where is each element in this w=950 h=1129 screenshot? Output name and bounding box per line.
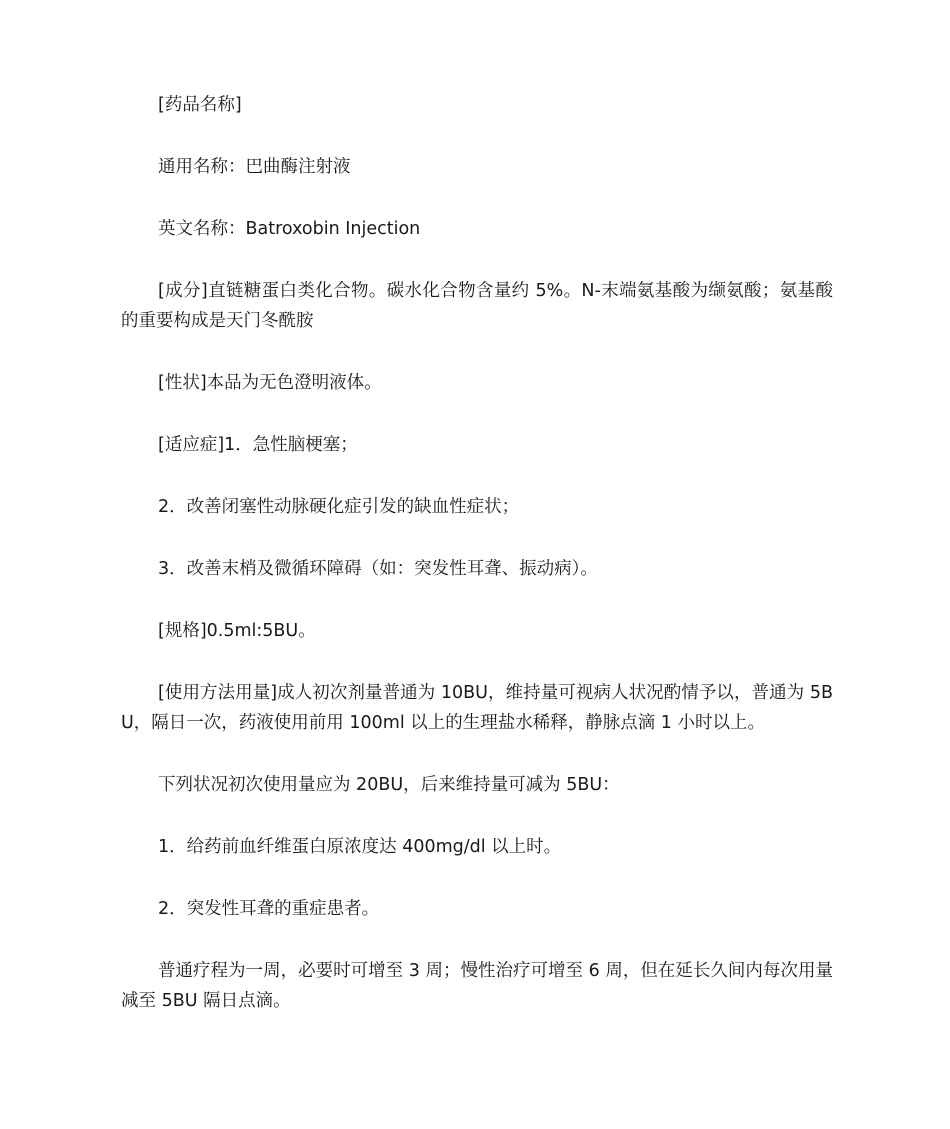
treatment-course: 普通疗程为一周，必要时可增至 3 周；慢性治疗可增至 6 周，但在延长久间内每次用量减至 5BU 隔日点滴。 [121, 961, 833, 1011]
special-dosage-1: 1．给药前血纤维蛋白原浓度达 400mg/dl 以上时。 [158, 837, 562, 857]
special-dosage-2: 2．突发性耳聋的重症患者。 [158, 899, 380, 919]
indication-3: 3．改善末梢及微循环障碍（如：突发性耳聋、振动病）。 [158, 559, 598, 579]
heading-drug-name: [药品名称] [158, 95, 242, 115]
special-dosage-intro: 下列状况初次使用量应为 20BU，后来维持量可减为 5BU： [158, 775, 620, 795]
generic-name: 通用名称：巴曲酶注射液 [158, 157, 351, 177]
description: [性状]本品为无色澄明液体。 [158, 373, 382, 393]
indication-2: 2．改善闭塞性动脉硬化症引发的缺血性症状； [158, 497, 520, 517]
document-body [121, 90, 833, 1048]
dosage: [使用方法用量]成人初次剂量普通为 10BU，维持量可视病人状况酌情予以，普通为 5BU，隔日一次，药液使用前用 100ml 以上的生理盐水稀释，静脉点滴 1 小时以上。 [121, 683, 833, 733]
english-name: 英文名称：Batroxobin Injection [158, 219, 421, 239]
indication-1: [适应症]1．急性脑梗塞； [158, 435, 358, 455]
specification: [规格]0.5ml:5BU。 [158, 621, 316, 641]
composition: [成分]直链糖蛋白类化合物。碳水化合物含量约 5%。N-末端氨基酸为缬氨酸；氨基酸的重要构成是天门冬酰胺 [121, 281, 833, 331]
